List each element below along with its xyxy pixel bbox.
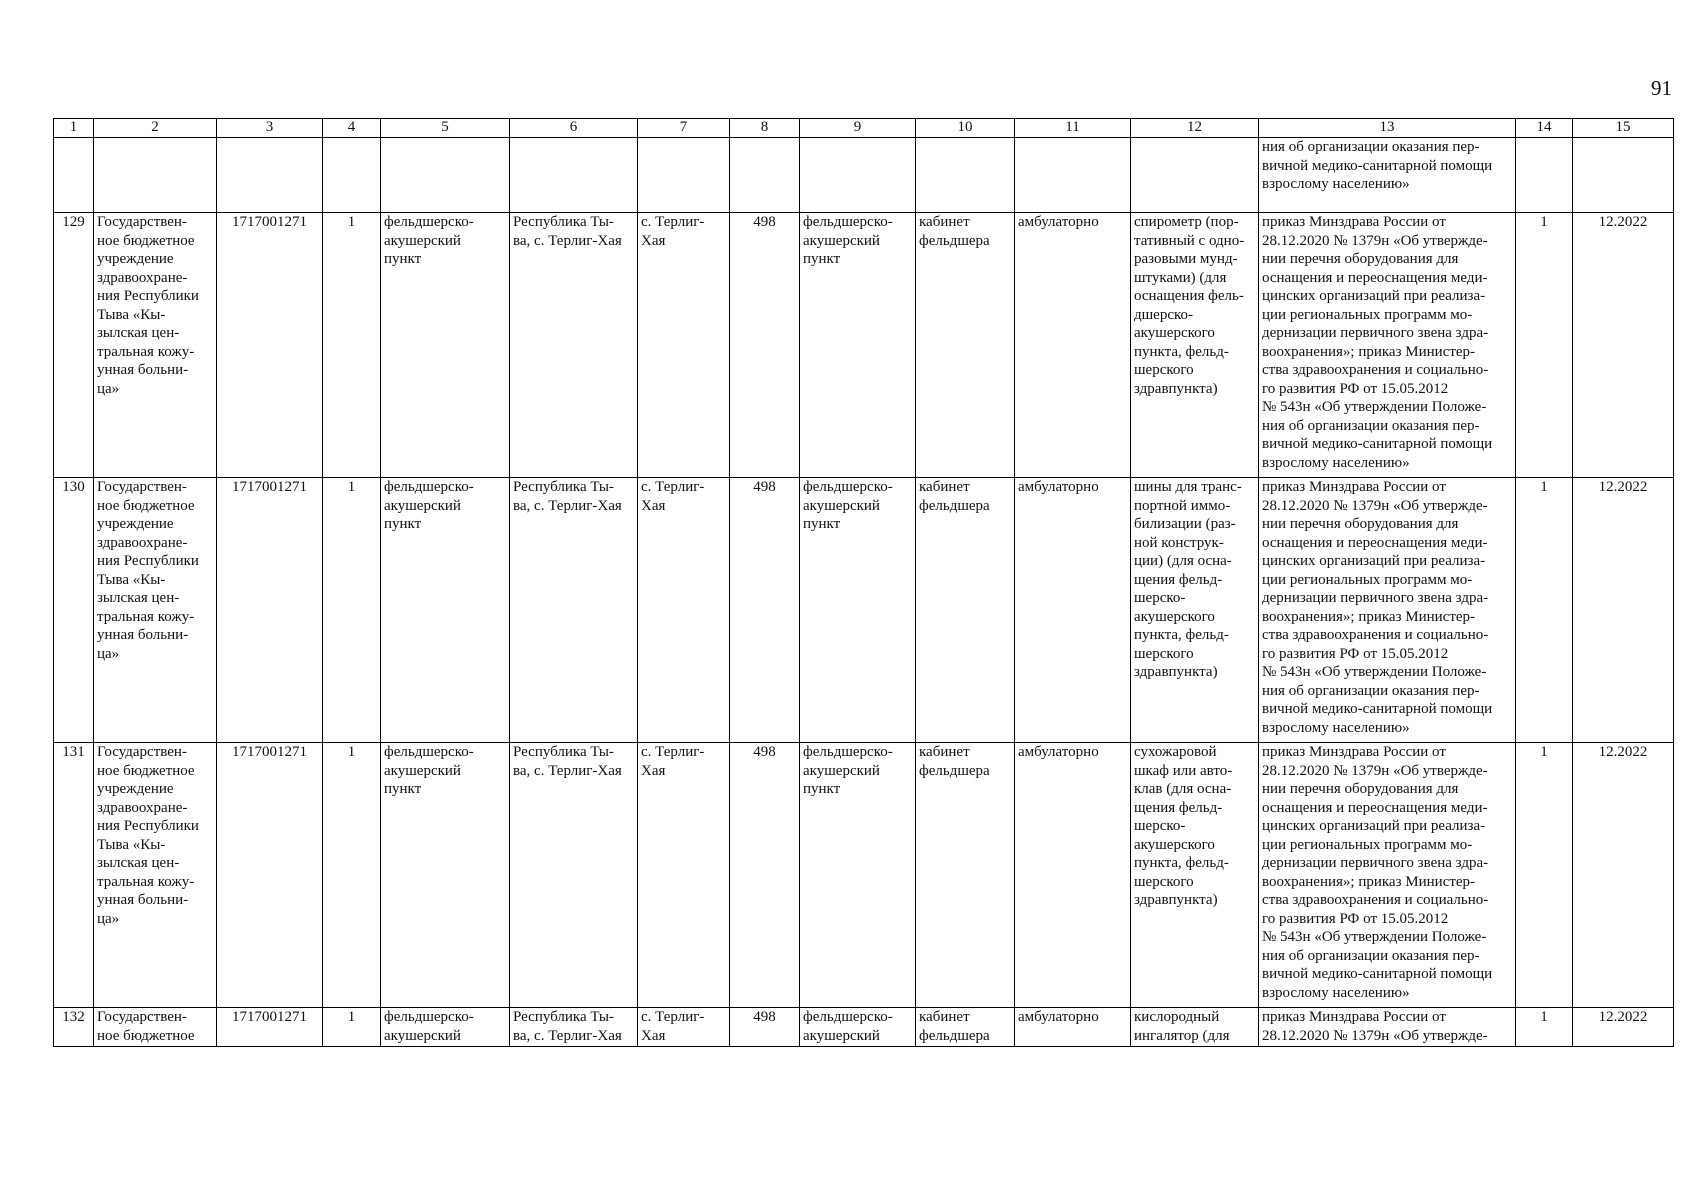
cell-date: 12.2022	[1573, 1008, 1674, 1047]
cell-facility: фельдшерско- акушерский пункт	[800, 478, 916, 743]
cell-facility: фельдшерско- акушерский	[800, 1008, 916, 1047]
cell-address: Республика Ты- ва, с. Терлиг-Хая	[510, 478, 638, 743]
cell-address: Республика Ты- ва, с. Терлиг-Хая	[510, 1008, 638, 1047]
cell-empty	[800, 138, 916, 213]
cell-facility: фельдшерско- акушерский пункт	[800, 213, 916, 478]
cell-settlement: с. Терлиг- Хая	[638, 478, 730, 743]
cell-empty	[730, 138, 800, 213]
column-number-row	[54, 119, 1674, 138]
cell-inn: 1717001271	[217, 743, 323, 1008]
cell-legal-basis: приказ Минздрава России от 28.12.2020 № 1379н «Об утвержде-	[1259, 1008, 1516, 1047]
cell-unit-type: фельдшерско- акушерский	[381, 1008, 510, 1047]
cell-count: 1	[323, 743, 381, 1008]
col-num-2: 2	[94, 119, 217, 138]
cell-inn: 1717001271	[217, 1008, 323, 1047]
col-num-4: 4	[323, 119, 381, 138]
col-num-7: 7	[638, 119, 730, 138]
cell-organization: Государствен- ное бюджетное учреждение здравоохране- ния Республики Тыва «Кы- зылская цен- тральная кожу- унная больни- ца»	[94, 478, 217, 743]
cell-row-number: 131	[54, 743, 94, 1008]
cell-empty	[916, 138, 1015, 213]
page-number: 91	[1651, 76, 1672, 100]
table-row	[54, 743, 1674, 1008]
cell-legal-basis: приказ Минздрава России от 28.12.2020 № 1379н «Об утвержде- нии перечня оборудования для оснащения и переоснащения меди- цинских организаций при реализа- ции региональных программ мо- дернизации первичного звена здра- воохранения»; приказ Министер- ства здравоохранения и социально- го развития РФ от 15.05.2012 № 543н «Об утверждении Положе- ния об организации оказания пер- вичной медико-санитарной помощи взрослому населению»	[1259, 743, 1516, 1008]
cell-room: кабинет фельдшера	[916, 1008, 1015, 1047]
col-num-1: 1	[54, 119, 94, 138]
cell-equipment: сухожаровой шкаф или авто- клав (для осна- щения фельд- шерско- акушерского пункта, фельд- шерского здравпункта)	[1131, 743, 1259, 1008]
cell-equipment: спирометр (пор- тативный с одно- разовыми мунд- штуками) (для оснащения фель- дшерско- акушерского пункта, фельд- шерского здравпункта)	[1131, 213, 1259, 478]
cell-population: 498	[730, 1008, 800, 1047]
table-row	[54, 1008, 1674, 1047]
cell-settlement: с. Терлиг- Хая	[638, 1008, 730, 1047]
cell-care-mode: амбулаторно	[1015, 743, 1131, 1008]
cell-legal-basis: приказ Минздрава России от 28.12.2020 № 1379н «Об утвержде- нии перечня оборудования для оснащения и переоснащения меди- цинских организаций при реализа- ции региональных программ мо- дернизации первичного звена здра- воохранения»; приказ Министер- ства здравоохранения и социально- го развития РФ от 15.05.2012 № 543н «Об утверждении Положе- ния об организации оказания пер- вичной медико-санитарной помощи взрослому населению»	[1259, 213, 1516, 478]
cell-empty	[1015, 138, 1131, 213]
cell-room: кабинет фельдшера	[916, 478, 1015, 743]
cell-unit-type: фельдшерско- акушерский пункт	[381, 743, 510, 1008]
cell-organization: Государствен- ное бюджетное учреждение здравоохране- ния Республики Тыва «Кы- зылская цен- тральная кожу- унная больни- ца»	[94, 213, 217, 478]
cell-equipment: шины для транс- портной иммо- билизации (раз- ной конструк- ции) (для осна- щения фельд- шерско- акушерского пункта, фельд- шерского здравпункта)	[1131, 478, 1259, 743]
col-num-9: 9	[800, 119, 916, 138]
cell-facility: фельдшерско- акушерский пункт	[800, 743, 916, 1008]
cell-legal-basis: приказ Минздрава России от 28.12.2020 № 1379н «Об утвержде- нии перечня оборудования для оснащения и переоснащения меди- цинских организаций при реализа- ции региональных программ мо- дернизации первичного звена здра- воохранения»; приказ Министер- ства здравоохранения и социально- го развития РФ от 15.05.2012 № 543н «Об утверждении Положе- ния об организации оказания пер- вичной медико-санитарной помощи взрослому населению»	[1259, 478, 1516, 743]
cell-empty	[323, 138, 381, 213]
cell-organization: Государствен- ное бюджетное	[94, 1008, 217, 1047]
cell-empty	[510, 138, 638, 213]
cell-date: 12.2022	[1573, 743, 1674, 1008]
cell-organization: Государствен- ное бюджетное учреждение здравоохране- ния Республики Тыва «Кы- зылская цен- тральная кожу- унная больни- ца»	[94, 743, 217, 1008]
col-num-3: 3	[217, 119, 323, 138]
table-row	[54, 213, 1674, 478]
col-num-15: 15	[1573, 119, 1674, 138]
cell-room: кабинет фельдшера	[916, 743, 1015, 1008]
cell-count: 1	[323, 1008, 381, 1047]
cell-population: 498	[730, 478, 800, 743]
cell-date: 12.2022	[1573, 213, 1674, 478]
col-num-5: 5	[381, 119, 510, 138]
cell-inn: 1717001271	[217, 213, 323, 478]
cell-population: 498	[730, 213, 800, 478]
cell-room: кабинет фельдшера	[916, 213, 1015, 478]
cell-empty	[217, 138, 323, 213]
cell-unit-type: фельдшерско- акушерский пункт	[381, 478, 510, 743]
cell-row-number: 129	[54, 213, 94, 478]
col-num-12: 12	[1131, 119, 1259, 138]
col-num-6: 6	[510, 119, 638, 138]
cell-count: 1	[323, 478, 381, 743]
cell-row-number: 130	[54, 478, 94, 743]
cell-empty	[1131, 138, 1259, 213]
cell-care-mode: амбулаторно	[1015, 1008, 1131, 1047]
col-num-8: 8	[730, 119, 800, 138]
cell-count: 1	[323, 213, 381, 478]
cell-quantity: 1	[1516, 743, 1573, 1008]
cell-quantity: 1	[1516, 478, 1573, 743]
cell-address: Республика Ты- ва, с. Терлиг-Хая	[510, 213, 638, 478]
col-num-10: 10	[916, 119, 1015, 138]
col-num-14: 14	[1516, 119, 1573, 138]
col-num-13: 13	[1259, 119, 1516, 138]
cell-empty	[381, 138, 510, 213]
cell-care-mode: амбулаторно	[1015, 478, 1131, 743]
cell-care-mode: амбулаторно	[1015, 213, 1131, 478]
cell-address: Республика Ты- ва, с. Терлиг-Хая	[510, 743, 638, 1008]
continuation-row	[54, 138, 1674, 213]
cell-quantity: 1	[1516, 1008, 1573, 1047]
cell-settlement: с. Терлиг- Хая	[638, 743, 730, 1008]
cell-unit-type: фельдшерско- акушерский пункт	[381, 213, 510, 478]
col-num-11: 11	[1015, 119, 1131, 138]
cell-population: 498	[730, 743, 800, 1008]
cell-settlement: с. Терлиг- Хая	[638, 213, 730, 478]
cell-empty	[1516, 138, 1573, 213]
cell-empty	[94, 138, 217, 213]
cell-empty	[1573, 138, 1674, 213]
cell-date: 12.2022	[1573, 478, 1674, 743]
cell-equipment: кислородный ингалятор (для	[1131, 1008, 1259, 1047]
cell-legal-basis: ния об организации оказания пер- вичной медико-санитарной помощи взрослому населению»	[1259, 138, 1516, 213]
table-row	[54, 478, 1674, 743]
equipment-table	[53, 118, 1674, 1047]
cell-empty	[638, 138, 730, 213]
cell-row-number: 132	[54, 1008, 94, 1047]
cell-inn: 1717001271	[217, 478, 323, 743]
cell-quantity: 1	[1516, 213, 1573, 478]
cell-empty	[54, 138, 94, 213]
